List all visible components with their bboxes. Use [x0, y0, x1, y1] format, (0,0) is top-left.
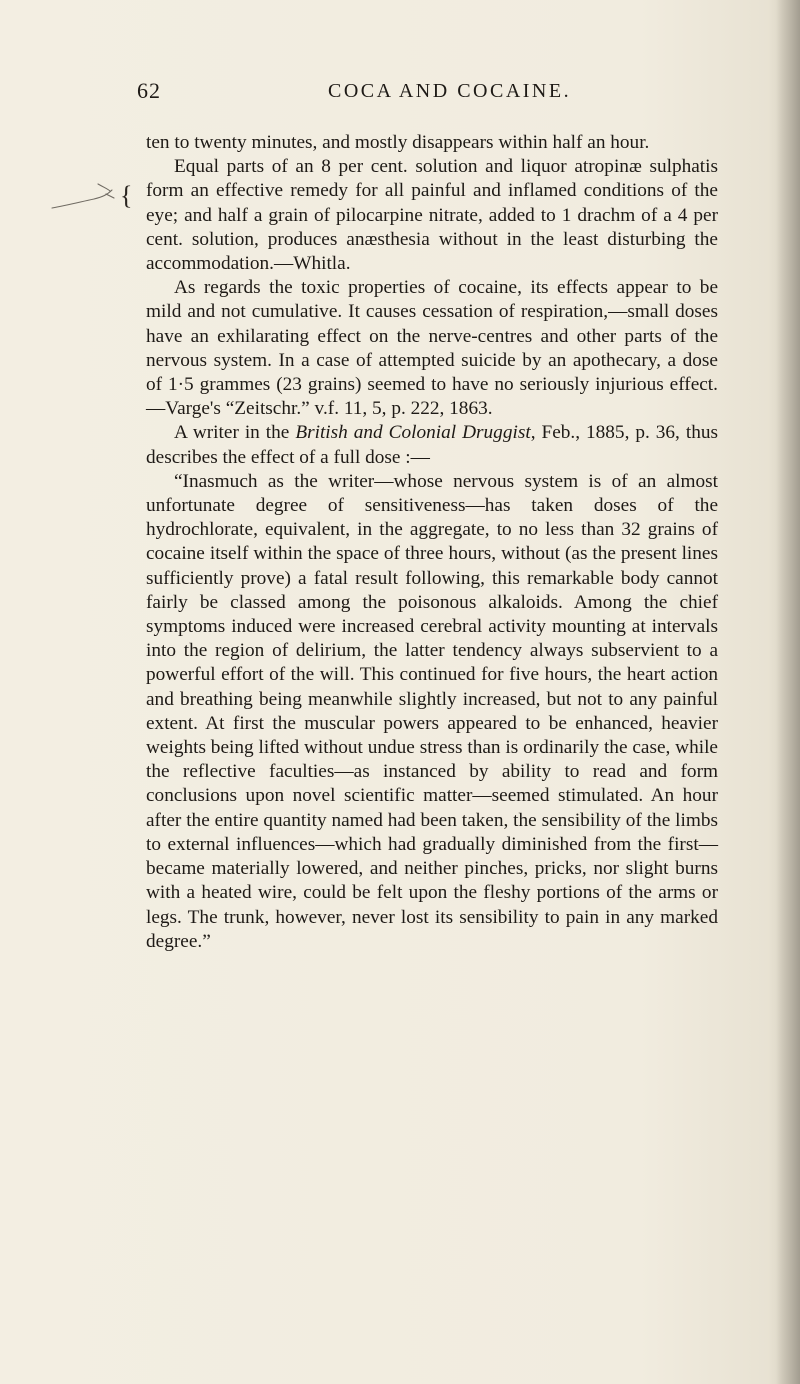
marginal-bracket-mark: {: [120, 181, 133, 210]
page-header: [0, 78, 800, 108]
text-run: “Inasmuch as the writer—whose nervous system is of an almost unfortunate degree of sensitiveness—has taken doses of the hydrochlorate, equivalent, in the aggregate, to no less than 32 grains of cocaine itself within the space of three hours, without (as the present lines sufficiently prove) a fatal result following, this remarkable body cannot fairly be classed among the poisonous alkaloids. Among the chief symptoms induced were increased cerebral activity mounting at intervals into the region of delirium, the latter tendency always subservient to a powerful effort of the will. This continued for five hours, the heart action and breathing being meanwhile slightly increased, but not to any painful extent. At first the muscular powers appeared to be enhanced, heavier weights being lifted without undue stress than is ordinarily the case, while the reflective faculties—as instanced by ability to read and form conclusions upon novel scientific matter—seemed stimulated. An hour after the entire quantity named had been taken, the sensibility of the limbs to external influences—which had gradually diminished from the first—became materially lowered, and neither pinches, pricks, nor slight burns with a heated wire, could be felt upon the fleshy portions of the arms or legs. The trunk, however, never lost its sensibility to pain in any marked degree.”: [146, 470, 718, 952]
text-run: , Feb., 1885, p. 36, thus describes the effect of a full dose :—: [146, 422, 718, 468]
paragraph: [146, 131, 718, 155]
text-run: A writer in the: [174, 422, 296, 444]
text-run: Equal parts of an 8 per cent. solution and liquor atropinæ sulphatis form an effective remedy for all painful and inflamed conditions of the eye; and half a grain of pilocarpine nitrate, added to 1 drachm of a 4 per cent. solution, produces anæsthesia without in the least disturbing the accommodation.—Whitla.: [146, 156, 718, 275]
page-number: 62: [137, 78, 161, 103]
paragraph: [146, 155, 718, 276]
paragraph: [146, 276, 718, 421]
text-run: ten to twenty minutes, and mostly disappears within half an hour.: [146, 132, 650, 153]
paragraph: [146, 421, 718, 469]
italic-text: British and Colonial Druggist: [295, 422, 531, 444]
body-text: [146, 131, 718, 954]
text-run: As regards the toxic properties of cocaine, its effects appear to be mild and not cumulative. It causes cessation of respiration,—small doses have an exhilarating effect on the nerve-centres and other parts of the nervous system. In a case of attempted suicide by an apothecary, a dose of 1·5 grammes (23 grains) seemed to have no seriously injurious effect.—Varge's “Zeitschr.” v.f. 11, 5, p. 222, 1863.: [146, 277, 718, 420]
pencil-mark-annotation: [50, 178, 120, 218]
paragraph: [146, 470, 718, 954]
running-title: COCA AND COCAINE.: [328, 80, 572, 102]
page-edge-shadow: [776, 0, 800, 1384]
